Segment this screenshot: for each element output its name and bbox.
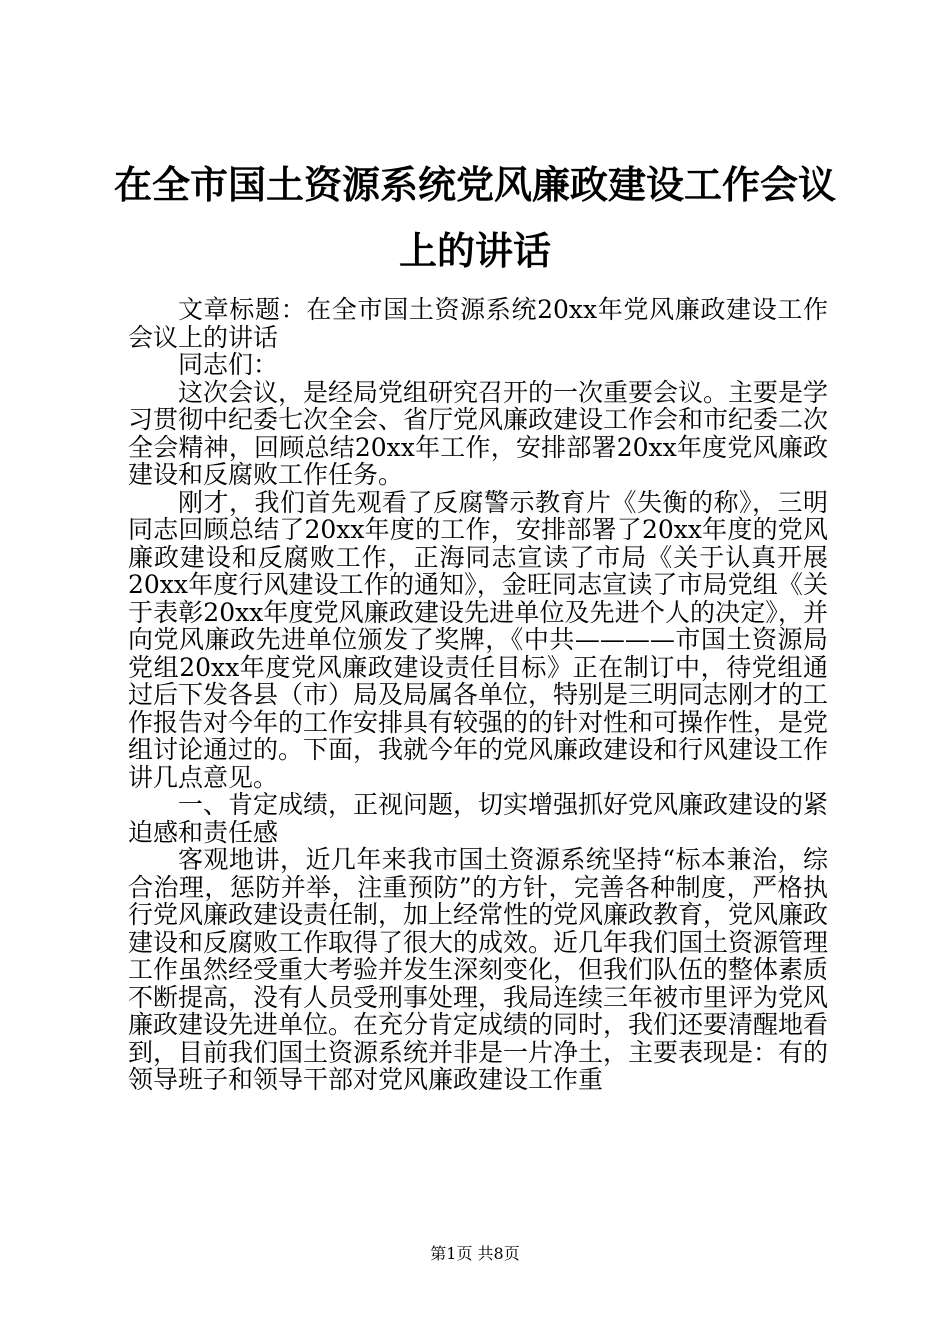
page-footer [0, 1244, 950, 1264]
document-title: 在全市国土资源系统党风廉政建设工作会议上的讲话 [113, 162, 836, 273]
paragraph-achievements: 客观地讲，近几年来我市国土资源系统坚持“标本兼治，综合治理，惩防并举，注重预防”的方针，完善各种制度，严格执行党风廉政建设责任制，加上经常性的党风廉政教育，党风廉政建设和反腐败工作取得了很大的成效。近几年我们国土资源管理工作虽然经受重大考验并发生深刻变化，但我们队伍的整体素质不断提高，没有人员受刑事处理，我局连续三年被市里评为党风廉政建设先进单位。在充分肯定成绩的同时，我们还要清醒地看到，目前我们国土资源系统并非是一片净土，主要表现是：有的领导班子和领导干部对党风廉政建设工作重 [128, 845, 829, 1094]
section-heading-1: 一、肯定成绩，正视问题，切实增强抓好党风廉政建设的紧迫感和责任感 [128, 790, 829, 847]
page-number: 第1页 共8页 [430, 1244, 520, 1263]
paragraph-meeting-purpose: 这次会议，是经局党组研究召开的一次重要会议。主要是学习贯彻中纪委七次全会、省厅党风廉政建设工作会和市纪委二次全会精神，回顾总结20xx年工作，安排部署20xx年度党风廉政建设和反腐败工作任务。 [128, 377, 829, 489]
document-body [128, 296, 828, 1094]
paragraph-article-title: 文章标题：在全市国土资源系统20xx年党风廉政建设工作会议上的讲话 [128, 295, 828, 352]
paragraph-salutation: 同志们： [178, 350, 279, 379]
paragraph-meeting-review: 刚才，我们首先观看了反腐警示教育片《失衡的称》，三明同志回顾总结了20xx年度的工作，安排部署了20xx年度的党风廉政建设和反腐败工作，正海同志宣读了市局《关于认真开展20xx年度行风建设工作的通知》，金旺同志宣读了市局党组《关于表彰20xx年度党风廉政建设先进单位及先进个人的决定》，并向党风廉政先进单位颁发了奖牌，《中共————市国土资源局党组20xx年度党风廉政建设责任目标》正在制订中，待党组通过后下发各县（市）局及局属各单位，特别是三明同志刚才的工作报告对今年的工作安排具有较强的的针对性和可操作性，是党组讨论通过的。下面，我就今年的党风廉政建设和行风建设工作讲几点意见。 [128, 487, 829, 792]
